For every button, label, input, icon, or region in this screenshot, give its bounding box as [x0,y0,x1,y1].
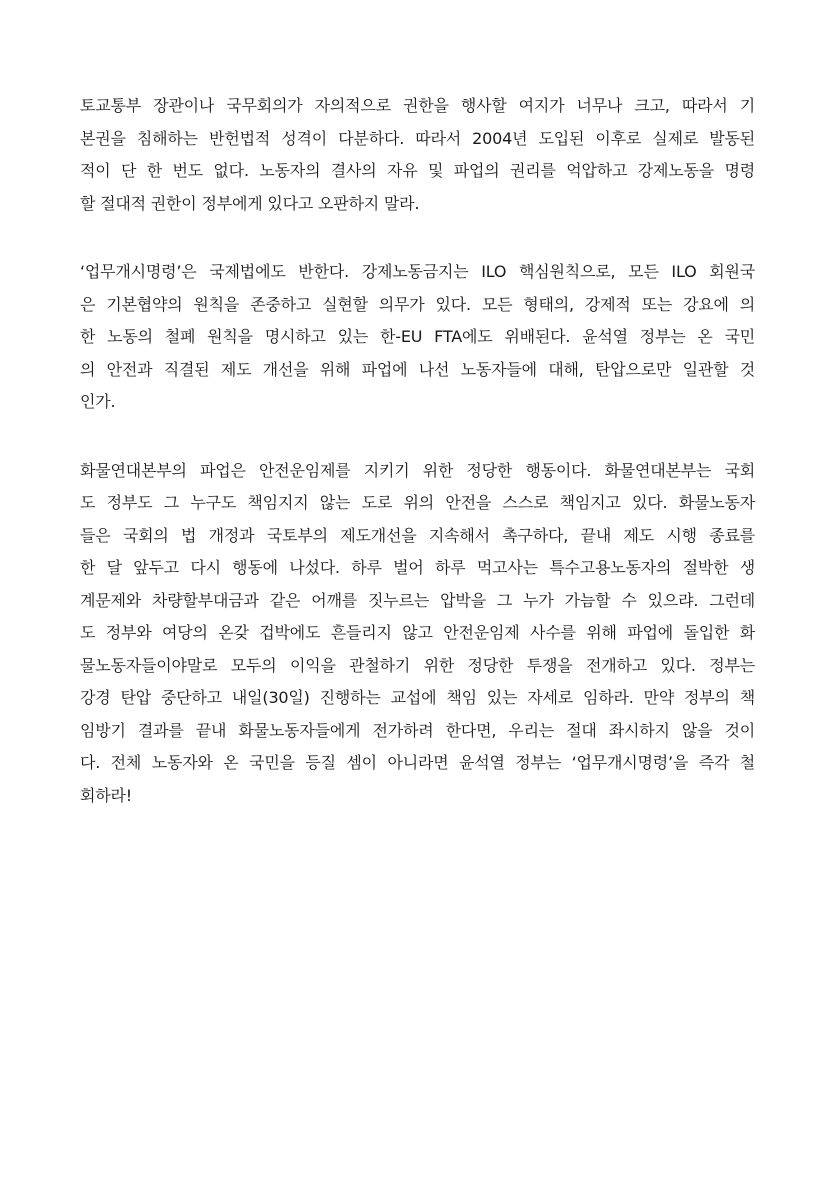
text-line: 임방기 결과를 끝내 화물노동자들에게 전가하려 한다면, 우리는 절대 좌시하지 않을 것이 [80,720,755,740]
paragraph-2 [80,256,755,419]
text-line: 다. 전체 노동자와 온 국민을 등질 셈이 아니라면 윤석열 정부는 ‘업무개시명령’을 즉각 철 [80,753,756,772]
paragraph-1 [80,90,755,220]
text-line: 화물연대본부의 파업은 안전운임제를 지키기 위한 정당한 행동이다. 화물연대본부는 국회 [80,460,755,480]
text-line: ‘업무개시명령’은 국제법에도 반한다. 강제노동금지는 ILO 핵심원칙으로, 모든 ILO 회원국 [80,262,755,281]
text-line: 계문제와 차량할부대금과 같은 어깨를 짓누르는 압박을 그 누가 가늠할 수 있으랴. 그런데 [80,590,755,610]
text-line: 적이 단 한 번도 없다. 노동자의 결사의 자유 및 파업의 권리를 억압하고 강제노동을 명령 [80,161,755,180]
paragraph-3 [80,455,755,813]
text-line: 강경 탄압 중단하고 내일(30일) 진행하는 교섭에 책임 있는 자세로 임하라. 만약 정부의 책 [80,688,755,707]
text-line: 물노동자들이야말로 모두의 이익을 관철하기 위한 정당한 투쟁을 전개하고 있다. 정부는 [80,655,755,675]
text-line: 한 노동의 철폐 원칙을 명시하고 있는 한-EU FTA에도 위배된다. 윤석열 정부는 온 국민 [80,327,755,346]
text-line: 은 기본협약의 원칙을 존중하고 실현할 의무가 있다. 모든 형태의, 강제적 또는 강요에 의 [80,294,755,314]
document-body [80,90,755,848]
text-line: 들은 국회의 법 개정과 국토부의 제도개선을 지속해서 촉구하다, 끝내 제도 시행 종료를 [80,525,755,545]
text-line: 의 안전과 직결된 제도 개선을 위해 파업에 나선 노동자들에 대해, 탄압으로만 일관할 것 [80,359,755,379]
text-line: 도 정부도 그 누구도 책임지지 않는 도로 위의 안전을 스스로 책임지고 있다. 화물노동자 [80,493,755,512]
text-line: 도 정부와 여당의 온갖 겁박에도 흔들리지 않고 안전운임제 사수를 위해 파업에 돌입한 화 [80,623,755,642]
text-line: 회하라! [80,785,132,805]
text-line: 한 달 앞두고 다시 행동에 나섰다. 하루 벌어 하루 먹고사는 특수고용노동자의 절박한 생 [80,558,755,577]
text-line: 인가. [80,392,116,411]
text-line: 할 절대적 권한이 정부에게 있다고 오판하지 말라. [80,193,420,213]
text-line: 본권을 침해하는 반헌법적 성격이 다분하다. 따라서 2004년 도입된 이후로 실제로 발동된 [80,128,755,148]
text-line: 토교통부 장관이나 국무회의가 자의적으로 권한을 행사할 여지가 너무나 크고, 따라서 기 [80,96,755,115]
